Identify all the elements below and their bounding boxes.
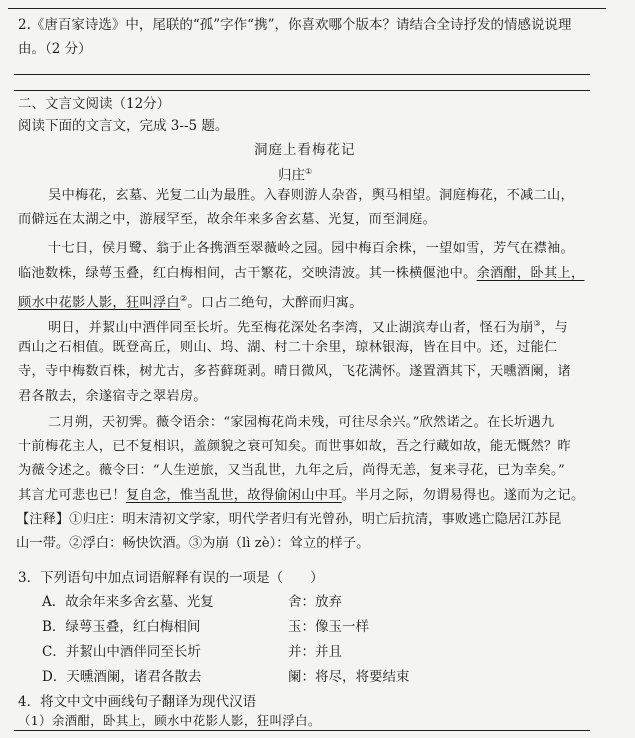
p3-line-1-text: 明日，并絜山中酒伴同至长圻。先至梅花深处名李湾，又止湖滨寿山者，怪石为崩	[48, 320, 534, 336]
p2-line-3-rest: 。口占二绝句，大醉而归寓。	[187, 295, 363, 311]
q3-option-b-gloss: 玉：像玉一样	[288, 619, 369, 635]
q3-option-c-gloss: 并：并且	[288, 644, 342, 660]
q3-option-d-gloss: 阑：将尽，将要结束	[288, 669, 410, 685]
passage-author	[278, 163, 312, 185]
q3-stem: 3．下列语句中加点词语解释有误的一项是（ ）	[18, 570, 324, 586]
q3-option-c[interactable]: C．并絜山中酒伴同至长圻	[42, 644, 201, 660]
p1-line-1: 吴中梅花，玄墓、光复二山为最胜。入春则游人杂沓，舆马相望。洞庭梅花，不减二山，	[48, 188, 575, 203]
p1-line-2: 而僻远在太湖之中，游屐罕至，故余年来多舍玄墓、光复，而至洞庭。	[18, 212, 437, 227]
p3-line-2: 西山之石相值。既登高丘，则山、坞、湖、村二十余里，琼林银海，皆在目中。还，过能仁	[18, 340, 558, 355]
q4-answer-line[interactable]	[14, 730, 590, 731]
p4-line-4	[18, 487, 585, 505]
section-heading: 二、文言文阅读（12分）	[18, 96, 171, 112]
notes-line-1: 【注释】①归庄：明末清初文学家，明代学者归有光曾孙，明亡后抗清，事败逃亡隐居江苏昆	[16, 512, 562, 527]
q3-option-a-gloss: 舍：放弃	[288, 594, 342, 610]
note-3-marker: ③	[533, 319, 542, 328]
q3-option-a[interactable]: A．故余年来多舍玄墓、光复	[42, 594, 214, 610]
p3-line-3: 寺，寺中梅数百株，树尤古，多苔藓斑剥。晴日微风，飞花满怀。遂置酒其下，天曛酒阑，诸	[18, 364, 571, 379]
p3-line-1	[48, 315, 568, 337]
p2-line-3	[18, 290, 363, 312]
q3-option-b[interactable]: B．绿萼玉叠，红白梅相间	[42, 619, 201, 635]
p2-line-2-text: 临池数株，绿萼玉叠，红白梅相间，古干繁花，交映清波。其一株横偃池中。	[18, 266, 477, 281]
q3-option-d[interactable]: D．天曛酒阑，诸君各散去	[42, 669, 202, 685]
q2-answer-line-2[interactable]	[14, 90, 590, 91]
passage-title: 洞庭上看梅花记	[254, 142, 356, 158]
author-note-marker: ①	[305, 167, 313, 176]
note-2-marker: ②	[179, 294, 188, 303]
section-instruction: 阅读下面的文言文，完成 3--5 题。	[18, 118, 229, 134]
p2-line-2	[18, 265, 584, 283]
top-rule	[8, 8, 606, 9]
p4-line-2: 十前梅花主人，已不复相识，盖颜貌之衰可知矣。而世事如故，吾之行藏如故，能无慨然？昨	[18, 439, 571, 454]
p3-line-4: 君各散去，余遂宿寺之翠岩房。	[18, 389, 207, 404]
p2-line-1: 十七日，侯月鹭、翁于止各携酒至翠薇岭之园。园中梅百余株，一望如雪，芳气在襟袖。	[48, 241, 575, 256]
p4-line-4-b: 。半月之际，勿谓易得也。遂而为之记。	[341, 488, 585, 503]
q2-line-1: 2.《唐百家诗选》中，尾联的“孤”字作“携”，你喜欢哪个版本？请结合全诗抒发的情感说说理	[18, 17, 572, 33]
notes-line-2: 山一带。②浮白：畅快饮酒。③为崩（lì zè）：耸立的样子。	[16, 536, 370, 551]
author-name: 归庄	[278, 167, 305, 184]
q4-sentence-1: （1）余酒酣，卧其上，顾水中花影人影，狂叫浮白。	[18, 713, 321, 728]
underlined-sentence-1a: 余酒酣，卧其上，	[476, 266, 585, 281]
p3-line-1-end: ，与	[541, 320, 569, 336]
underlined-sentence-2: 复自念，惟当乱世，故得偷闲山中耳	[125, 488, 342, 503]
q4-stem: 4．将文中文中画线句子翻译为现代汉语	[18, 694, 257, 710]
p4-line-4-a: 其言尤可悲也已！	[18, 488, 126, 503]
underlined-sentence-1b: 顾水中花影人影，狂叫浮白	[18, 295, 180, 311]
q2-answer-line-1[interactable]	[14, 74, 590, 75]
q2-line-2: 由。（2 分）	[18, 41, 92, 57]
p4-line-3: 为薇令述之。薇令曰：“人生逆旅，又当乱世，九年之后，尚得无恙，复来寻花，已为幸矣。”	[18, 463, 565, 478]
p4-line-1: 二月朔，天初霁。薇令语余：“家园梅花尚未残，可往尽余兴。”欣然诺之。在长圻遇九	[48, 415, 555, 430]
